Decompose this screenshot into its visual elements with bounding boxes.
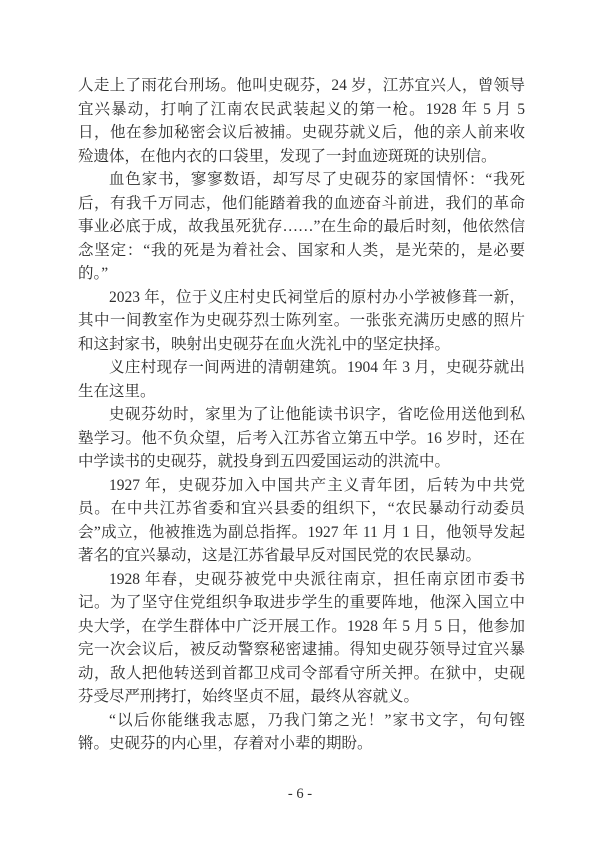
body-paragraph: “以后你能继我志愿，乃我门第之光！”家书文字，句句铿锵。史砚芬的内心里，存着对小辈的期盼。: [78, 711, 525, 752]
body-paragraph: 血色家书，寥寥数语，却写尽了史砚芬的家国情怀：“我死后，有我千万同志，他们能踏着我的血迹奋斗前进，我们的革命事业必底于成，故我虽死犹存……”在生命的最后时刻，他依然信念坚定：“我的死是为着社会、国家和人类，是光荣的，是必要的。”: [78, 171, 525, 282]
body-paragraph: 人走上了雨花台刑场。他叫史砚芬，24 岁，江苏宜兴人，曾领导宜兴暴动，打响了江南农民武装起义的第一枪。1928 年 5 月 5 日，他在参加秘密会议后被捕。史砚芬就义后，他的亲人前来收殓遗体，在他内衣的口袋里，发现了一封血迹斑斑的诀别信。: [78, 77, 525, 165]
body-paragraph: 1928 年春，史砚芬被党中央派往南京，担任南京团市委书记。为了坚守住党组织争取进步学生的重要阵地，他深入国立中央大学，在学生群体中广泛开展工作。1928 年 5 月 5 日，他参加完一次会议后，被反动警察秘密逮捕。得知史砚芬领导过宜兴暴动，敌人把他转送到首都卫戍司令部看守所关押。在狱中，史砚芬受尽严刑拷打，始终坚贞不屈，最终从容就义。: [78, 570, 525, 705]
document-body: [78, 74, 525, 756]
body-paragraph: 1927 年，史砚芬加入中国共产主义青年团，后转为中共党员。在中共江苏省委和宜兴县委的组织下，“农民暴动行动委员会”成立，他被推选为副总指挥。1927 年 11 月 1 日，他领导发起著名的宜兴暴动，这是江苏省最早反对国民党的农民暴动。: [78, 476, 525, 564]
body-paragraph: 2023 年，位于义庄村史氏祠堂后的原村办小学被修葺一新，其中一间教室作为史砚芬烈士陈列室。一张张充满历史感的照片和这封家书，映射出史砚芬在血火洗礼中的坚定抉择。: [78, 288, 525, 353]
page-number: - 6 -: [287, 786, 313, 802]
body-paragraph: 义庄村现存一间两进的清朝建筑。1904 年 3 月，史砚芬就出生在这里。: [78, 359, 525, 400]
body-paragraph: 史砚芬幼时，家里为了让他能读书识字，省吃俭用送他到私塾学习。他不负众望，后考入江苏省立第五中学。16 岁时，还在中学读书的史砚芬，就投身到五四爱国运动的洪流中。: [78, 406, 525, 470]
